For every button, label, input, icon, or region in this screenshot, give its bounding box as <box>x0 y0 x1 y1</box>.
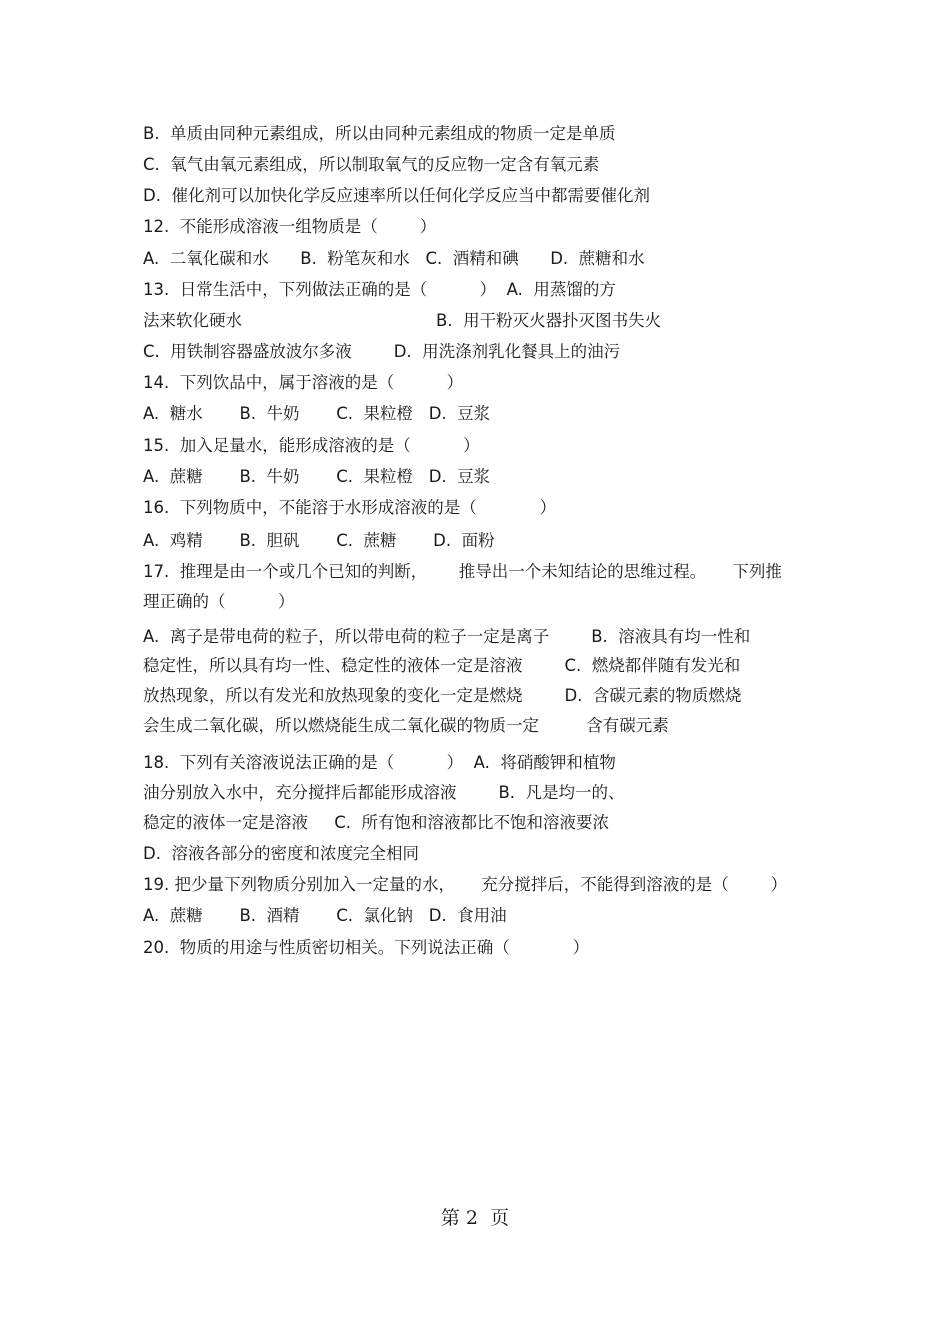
question-19: 19. 把少量下列物质分别加入一定量的水， 充分搅拌后，不能得到溶液的是（ ） <box>143 875 788 894</box>
question-19-options: A. 蔗糖 B. 酒精 C. 氯化钠 D. 食用油 <box>143 906 507 925</box>
question-17-options-4: 会生成二氧化碳，所以燃烧能生成二氧化碳的物质一定 含有碳元素 <box>143 716 669 735</box>
question-15: 15. 加入足量水，能形成溶液的是（ ） <box>143 436 480 455</box>
question-18: 18. 下列有关溶液说法正确的是（ ） A. 将硝酸钾和植物 <box>143 753 616 772</box>
question-13: 13. 日常生活中，下列做法正确的是（ ） A. 用蒸馏的方 <box>143 280 616 299</box>
question-20: 20. 物质的用途与性质密切相关。下列说法正确（ ） <box>143 938 590 957</box>
question-17-options-3: 放热现象，所以有发光和放热现象的变化一定是燃烧 D. 含碳元素的物质燃烧 <box>143 686 742 705</box>
question-12: 12. 不能形成溶液一组物质是（ ） <box>143 217 437 236</box>
question-14-options: A. 糖水 B. 牛奶 C. 果粒橙 D. 豆浆 <box>143 404 491 423</box>
question-13-options-2: C. 用铁制容器盛放波尔多液 D. 用洗涤剂乳化餐具上的油污 <box>143 342 621 361</box>
question-18-options-1: 油分别放入水中，充分搅拌后都能形成溶液 B. 凡是均一的、 <box>143 783 625 802</box>
question-15-options: A. 蔗糖 B. 牛奶 C. 果粒橙 D. 豆浆 <box>143 467 491 486</box>
question-12-options: A. 二氧化碳和水 B. 粉笔灰和水 C. 酒精和碘 D. 蔗糖和水 <box>143 249 645 268</box>
question-17-options-1: A. 离子是带电荷的粒子，所以带电荷的粒子一定是离子 B. 溶液具有均一性和 <box>143 627 751 646</box>
question-16: 16. 下列物质中，不能溶于水形成溶液的是（ ） <box>143 498 557 517</box>
option-line-b-1: B. 单质由同种元素组成，所以由同种元素组成的物质一定是单质 <box>143 124 616 143</box>
question-18-options-3: D. 溶液各部分的密度和浓度完全相同 <box>143 844 419 863</box>
question-17-line-2: 理正确的（ ） <box>143 592 295 611</box>
question-18-options-2: 稳定的液体一定是溶液 C. 所有饱和溶液都比不饱和溶液要浓 <box>143 813 609 832</box>
option-line-c-1: C. 氧气由氧元素组成，所以制取氧气的反应物一定含有氧元素 <box>143 155 600 174</box>
question-14: 14. 下列饮品中，属于溶液的是（ ） <box>143 373 464 392</box>
question-17-line-1: 17. 推理是由一个或几个已知的判断， 推导出一个未知结论的思维过程。 下列推 <box>143 562 782 581</box>
question-13-options-1: 法来软化硬水 B. 用干粉灭火器扑灭图书失火 <box>143 311 662 330</box>
option-line-d-1: D. 催化剂可以加快化学反应速率所以任何化学反应当中都需要催化剂 <box>143 186 650 205</box>
page-number: 第 2 页 <box>440 1207 510 1229</box>
question-16-options: A. 鸡精 B. 胆矾 C. 蔗糖 D. 面粉 <box>143 531 495 550</box>
question-17-options-2: 稳定性，所以具有均一性、稳定性的液体一定是溶液 C. 燃烧都伴随有发光和 <box>143 656 741 675</box>
